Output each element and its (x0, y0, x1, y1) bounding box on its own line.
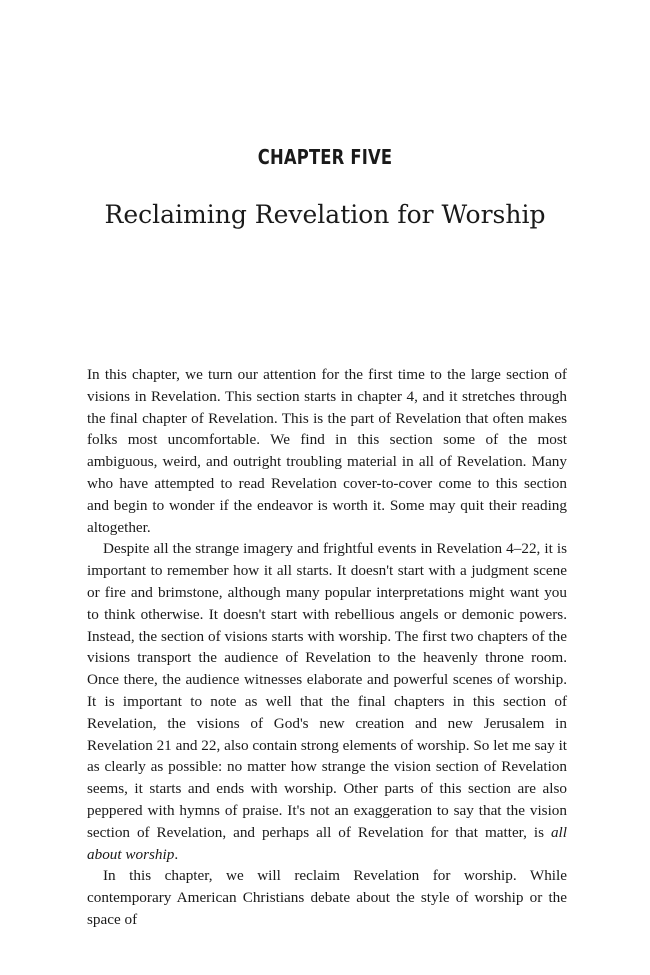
chapter-title: Reclaiming Revelation for Worship (104, 200, 546, 229)
paragraph-2 (87, 538, 567, 865)
paragraph-1: In this chapter, we turn our attention for the first time to the large section of visions in Revelation. This section starts in chapter 4, and it stretches through the final chapter of Revelation. This is the part of Revelation that often makes folks most uncomfortable. We find in this section some of the most ambiguous, weird, and outright troubling material in all of Revelation. Many who have attempted to read Revelation cover-to-cover come to this section and begin to wonder if the endeavor is worth it. Some may quit their reading altogether. (87, 366, 567, 536)
paragraph-2-emphasis: all about worship (87, 823, 567, 863)
paragraph-2-end: . (174, 845, 179, 863)
chapter-body (87, 364, 567, 931)
chapter-number: CHAPTER FIVE (257, 145, 393, 169)
paragraph-3: In this chapter, we will reclaim Revelation for worship. While contemporary American Christians debate about the style of worship or the space of (87, 867, 567, 928)
paragraph-2-text: Despite all the strange imagery and frightful events in Revelation 4–22, it is important to remember how it all starts. It doesn't start with a judgment scene or fire and brimstone, although many popular interpretations might want you to think otherwise. It doesn't start with rebellious angels or demonic powers. Instead, the section of visions starts with worship. The first two chapters of the visions transport the audience of Revelation to the heavenly throne room. Once there, the audience witnesses elaborate and powerful scenes of worship. It is important to note as well that the final chapters in this section of Revelation, the visions of God's new creation and new Jerusalem in Revelation 21 and 22, also contain strong elements of worship. So let me say it as clearly as possible: no matter how strange the vision section of Revelation seems, it starts and ends with worship. Other parts of this section are also peppered with hymns of praise. It's not an exaggeration to say that the vision section of Revelation, and perhaps all of Revelation for that matter, is (87, 540, 568, 841)
